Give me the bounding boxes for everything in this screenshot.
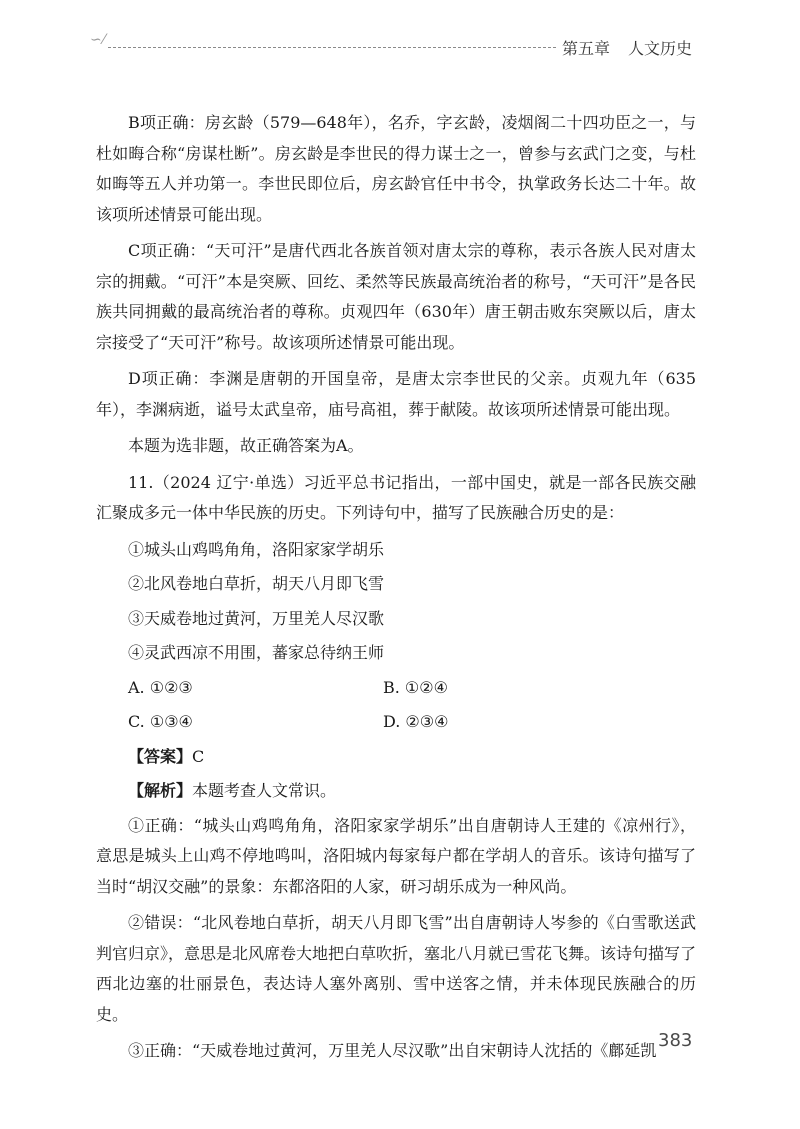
option-a: A. ①②③ bbox=[128, 677, 193, 697]
paragraph-option-c: C项正确：“天可汗”是唐代西北各族首领对唐太宗的尊称，表示各族人民对唐太宗的拥戴。“可汗”本是突厥、回纥、柔然等民族最高统治者的称号，“天可汗”是各民族共同拥戴的最高统治者的尊称。贞观四年（630年）唐王朝击败东突厥以后，唐太宗接受了“天可汗”称号。故该项所述情景可能出现。 bbox=[96, 241, 696, 352]
answer-line bbox=[96, 742, 696, 773]
explanation-2: ②错误：“北风卷地白草折，胡天八月即飞雪”出自唐朝诗人岑参的《白雪歌送武判官归京》，意思是北风席卷大地把白草吹折，塞北八月就已雪花飞舞。该诗句描写了西北边塞的壮丽景色，表达诗人塞外离别、雪中送客之情，并未体现民族融合的历史。 bbox=[96, 913, 697, 1024]
options-row-2 bbox=[96, 707, 696, 738]
answer-value: C bbox=[192, 746, 205, 766]
running-header bbox=[90, 32, 710, 62]
answer-tag: 【答案】 bbox=[128, 746, 193, 766]
page-number: 383 bbox=[658, 1030, 693, 1051]
paragraph-option-d: D项正确：李渊是唐朝的开国皇帝，是唐太宗李世民的父亲。贞观九年（635年），李渊病逝，谥号太武皇帝，庙号高祖，葬于献陵。故该项所述情景可能出现。 bbox=[96, 369, 696, 419]
explanation-3: ③正确：“天威卷地过黄河，万里羌人尽汉歌”出自宋朝诗人沈括的《鄜延凯 bbox=[128, 1041, 657, 1060]
paragraph-option-b: B项正确：房玄龄（579—648年），名乔，字玄龄，凌烟阁二十四功臣之一，与杜如晦合称“房谋杜断”。房玄龄是李世民的得力谋士之一，曾参与玄武门之变，与杜如晦等五人并功第一。李世民即位后，房玄龄官任中书令，执掌政务长达二十年。故该项所述情景可能出现。 bbox=[96, 113, 696, 224]
options-row-1 bbox=[96, 673, 696, 704]
poem-line: ③天威卷地过黄河，万里羌人尽汉歌 bbox=[128, 608, 385, 628]
analysis-line bbox=[96, 776, 696, 807]
paragraph-conclusion: 本题为选非题，故正确答案为A。 bbox=[128, 436, 364, 455]
poem-line: ④灵武西凉不用围，蕃家总待纳王师 bbox=[128, 643, 385, 662]
analysis-tag: 【解析】 bbox=[128, 781, 193, 800]
option-d: D. ②③④ bbox=[383, 712, 449, 731]
page-content bbox=[96, 108, 696, 1073]
header-chapter: 第五章 bbox=[562, 39, 611, 58]
header-topic: 人文历史 bbox=[628, 39, 693, 58]
question-11: 11.（2024 辽宁·单选）习近平总书记指出，一部中国史，就是一部各民族交融汇聚成多元一体中华民族的历史。下列诗句中，描写了民族融合历史的是： bbox=[96, 472, 696, 522]
explanation-1: ①正确：“城头山鸡鸣角角，洛阳家家学胡乐”出自唐朝诗人王建的《凉州行》，意思是城头上山鸡不停地鸣叫，洛阳城内每家每户都在学胡人的音乐。该诗句描写了当时“胡汉交融”的景象：东都洛阳的人家，研习胡乐成为一种风尚。 bbox=[96, 815, 696, 896]
option-b: B. ①②④ bbox=[383, 677, 448, 697]
header-ornament: ∽⁄ bbox=[90, 32, 107, 48]
poem-line: ①城头山鸡鸣角角，洛阳家家学胡乐 bbox=[128, 539, 385, 559]
analysis-text: 本题考查人文常识。 bbox=[192, 781, 337, 800]
poem-line: ②北风卷地白草折，胡天八月即飞雪 bbox=[128, 574, 385, 593]
option-c: C. ①③④ bbox=[128, 712, 193, 731]
header-rule bbox=[108, 47, 556, 48]
